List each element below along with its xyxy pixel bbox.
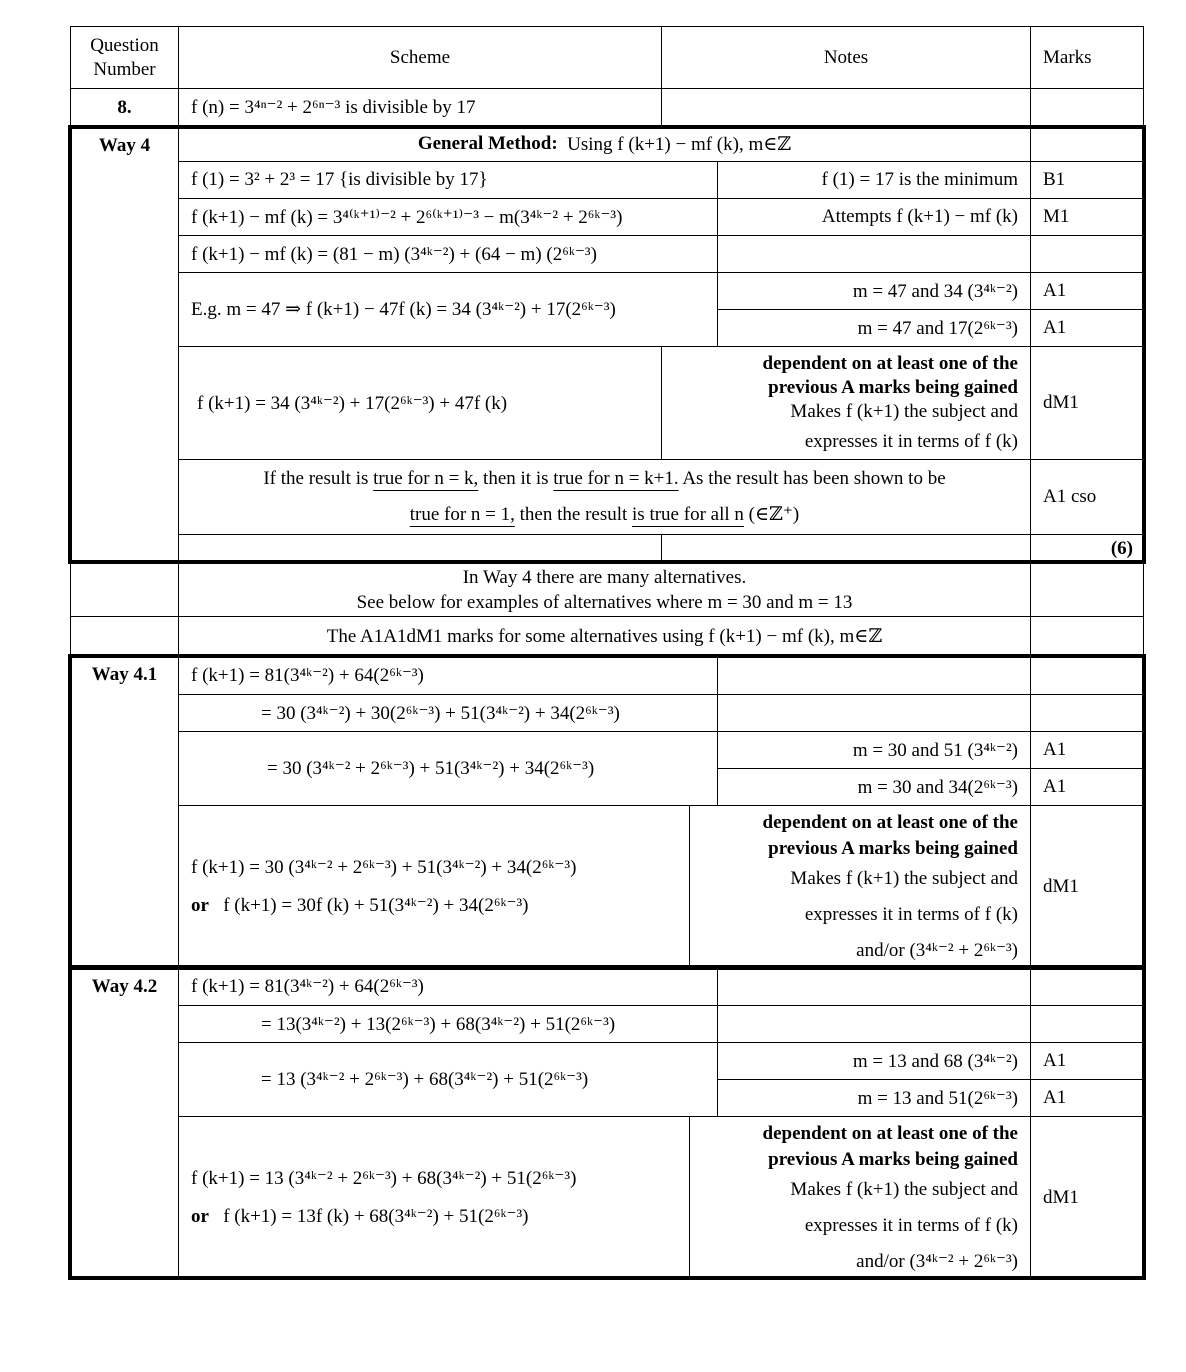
header-marks: Marks (1030, 26, 1144, 89)
total-notes (661, 534, 1031, 563)
scheme-step (178, 1116, 690, 1279)
mark: M1 (1030, 198, 1144, 236)
scheme-text: f (k+1) = 30f (k) + 51(3⁴ᵏ⁻²) + 34(2⁶ᵏ⁻³) (223, 894, 529, 916)
text: then the result (514, 504, 633, 525)
note: m = 13 and 68 (3⁴ᵏ⁻²) (717, 1042, 1031, 1080)
conclusion (178, 459, 1031, 535)
note-line: dependent on at least one of the (762, 1122, 1018, 1144)
note-line: Makes f (k+1) the subject and (790, 867, 1018, 889)
question-statement: f (n) = 3⁴ⁿ⁻² + 2⁶ⁿ⁻³ is divisible by 17 (178, 88, 662, 127)
mark (1030, 1005, 1144, 1043)
underlined-text: true for n = k, (373, 468, 479, 489)
scheme-step: E.g. m = 47 ⇒ f (k+1) − 47f (k) = 34 (3⁴ᵏ⁻²) + 17(2⁶ᵏ⁻³) (178, 272, 718, 347)
mark: A1 (1030, 731, 1144, 769)
alt-line: In Way 4 there are many alternatives. (462, 566, 747, 588)
scheme-step: = 13(3⁴ᵏ⁻²) + 13(2⁶ᵏ⁻³) + 68(3⁴ᵏ⁻²) + 51(2⁶ᵏ⁻³) (178, 1005, 718, 1043)
note (717, 1005, 1031, 1043)
scheme-step: f (k+1) − mf (k) = (81 − m) (3⁴ᵏ⁻²) + (64 − m) (2⁶ᵏ⁻³) (178, 235, 718, 273)
note (717, 967, 1031, 1006)
note (717, 235, 1031, 273)
mark: A1 (1030, 768, 1144, 806)
note: m = 30 and 51 (3⁴ᵏ⁻²) (717, 731, 1031, 769)
scheme-line: f (k+1) = 13 (3⁴ᵏ⁻² + 2⁶ᵏ⁻³) + 68(3⁴ᵏ⁻²) + 51(2⁶ᵏ⁻³) (191, 1167, 577, 1189)
note: m = 30 and 34(2⁶ᵏ⁻³) (717, 768, 1031, 806)
alt-line: See below for examples of alternatives where m = 30 and m = 13 (356, 591, 853, 613)
mark: A1 cso (1030, 459, 1144, 535)
note (689, 805, 1031, 968)
alternatives-marks-note: The A1A1dM1 marks for some alternatives using f (k+1) − mf (k), m∈ℤ (178, 616, 1031, 656)
scheme-step: f (k+1) = 81(3⁴ᵏ⁻²) + 64(2⁶ᵏ⁻³) (178, 655, 718, 695)
mark: A1 (1030, 1079, 1144, 1117)
underlined-text: true for n = k+1. (553, 468, 679, 489)
note (661, 346, 1031, 460)
note: f (1) = 17 is the minimum (717, 161, 1031, 199)
text: then it is (478, 468, 554, 489)
question-number: 8. (70, 88, 179, 127)
mark-cell (1030, 126, 1144, 162)
scheme-step: f (k+1) = 81(3⁴ᵏ⁻²) + 64(2⁶ᵏ⁻³) (178, 967, 718, 1006)
conclusion-line-2 (410, 497, 800, 533)
mark (1030, 694, 1144, 732)
scheme-step (178, 805, 690, 968)
scheme-step: = 13 (3⁴ᵏ⁻² + 2⁶ᵏ⁻³) + 68(3⁴ᵏ⁻²) + 51(2⁶ᵏ⁻³) (178, 1042, 718, 1117)
note-line: and/or (3⁴ᵏ⁻² + 2⁶ᵏ⁻³) (856, 1250, 1018, 1272)
note: m = 13 and 51(2⁶ᵏ⁻³) (717, 1079, 1031, 1117)
total-scheme (178, 534, 662, 563)
scheme-line (191, 1198, 529, 1236)
way41-label: Way 4.1 (70, 655, 179, 968)
or-label: or (191, 894, 209, 916)
note-line: and/or (3⁴ᵏ⁻² + 2⁶ᵏ⁻³) (856, 939, 1018, 961)
text: If the result is (263, 468, 374, 489)
q-cell (70, 616, 179, 656)
scheme-line: f (k+1) = 30 (3⁴ᵏ⁻² + 2⁶ᵏ⁻³) + 51(3⁴ᵏ⁻²) + 34(2⁶ᵏ⁻³) (191, 856, 577, 878)
note-line: dependent on at least one of the (762, 811, 1018, 833)
text: As the result has been shown to be (678, 468, 946, 489)
scheme-step: f (1) = 3² + 2³ = 17 {is divisible by 17} (178, 161, 718, 199)
mark: B1 (1030, 161, 1144, 199)
scheme-step: f (k+1) − mf (k) = 3⁴⁽ᵏ⁺¹⁾⁻² + 2⁶⁽ᵏ⁺¹⁾⁻³ − m(3⁴ᵏ⁻² + 2⁶ᵏ⁻³) (178, 198, 718, 236)
alternatives-note (178, 562, 1031, 617)
total-marks: (6) (1030, 534, 1144, 563)
way4-label: Way 4 (70, 126, 179, 563)
general-method (178, 126, 1031, 162)
mark: dM1 (1030, 1116, 1144, 1279)
note-line: Makes f (k+1) the subject and (790, 1178, 1018, 1200)
note-line: previous A marks being gained (768, 377, 1018, 398)
header-notes: Notes (661, 26, 1031, 89)
note-line: previous A marks being gained (768, 837, 1018, 859)
mark: dM1 (1030, 805, 1144, 968)
mark (1030, 235, 1144, 273)
note-line: dependent on at least one of the (762, 353, 1018, 374)
mark (1030, 616, 1144, 656)
note-line: previous A marks being gained (768, 1148, 1018, 1170)
header-question (70, 26, 179, 89)
header-scheme: Scheme (178, 26, 662, 89)
underlined-text: true for n = 1, (409, 504, 515, 525)
note (717, 694, 1031, 732)
mark: A1 (1030, 272, 1144, 310)
note-line: Makes f (k+1) the subject and (790, 401, 1018, 422)
note: m = 47 and 17(2⁶ᵏ⁻³) (717, 309, 1031, 347)
note-line: expresses it in terms of f (k) (804, 1214, 1018, 1236)
scheme-text: f (k+1) = 13f (k) + 68(3⁴ᵏ⁻²) + 51(2⁶ᵏ⁻³) (223, 1205, 529, 1227)
q-cell (70, 562, 179, 617)
note: Attempts f (k+1) − mf (k) (717, 198, 1031, 236)
mark: A1 (1030, 309, 1144, 347)
underlined-text: is true for all n (632, 504, 744, 525)
note-line: expresses it in terms of f (k) (804, 431, 1018, 452)
or-label: or (191, 1205, 209, 1227)
scheme-step: = 30 (3⁴ᵏ⁻²) + 30(2⁶ᵏ⁻³) + 51(3⁴ᵏ⁻²) + 34(2⁶ᵏ⁻³) (178, 694, 718, 732)
conclusion-line-1 (263, 461, 945, 497)
general-method-label: General Method: (417, 133, 558, 154)
note: m = 47 and 34 (3⁴ᵏ⁻²) (717, 272, 1031, 310)
note (717, 655, 1031, 695)
note-line: expresses it in terms of f (k) (804, 903, 1018, 925)
mark: A1 (1030, 1042, 1144, 1080)
mark: dM1 (1030, 346, 1144, 460)
mark (1030, 655, 1144, 695)
q8-notes (661, 88, 1031, 127)
scheme-line (191, 887, 529, 925)
mark (1030, 562, 1144, 617)
q8-marks (1030, 88, 1144, 127)
note (689, 1116, 1031, 1279)
way42-label: Way 4.2 (70, 967, 179, 1279)
text: (∈ℤ⁺) (743, 504, 800, 525)
mark (1030, 967, 1144, 1006)
scheme-step: = 30 (3⁴ᵏ⁻² + 2⁶ᵏ⁻³) + 51(3⁴ᵏ⁻²) + 34(2⁶ᵏ⁻³) (178, 731, 718, 806)
scheme-step: f (k+1) = 34 (3⁴ᵏ⁻²) + 17(2⁶ᵏ⁻³) + 47f (k) (178, 346, 662, 460)
general-method-text: Using f (k+1) − mf (k), m∈ℤ (567, 133, 792, 155)
header-question-text: Question Number (90, 34, 159, 80)
